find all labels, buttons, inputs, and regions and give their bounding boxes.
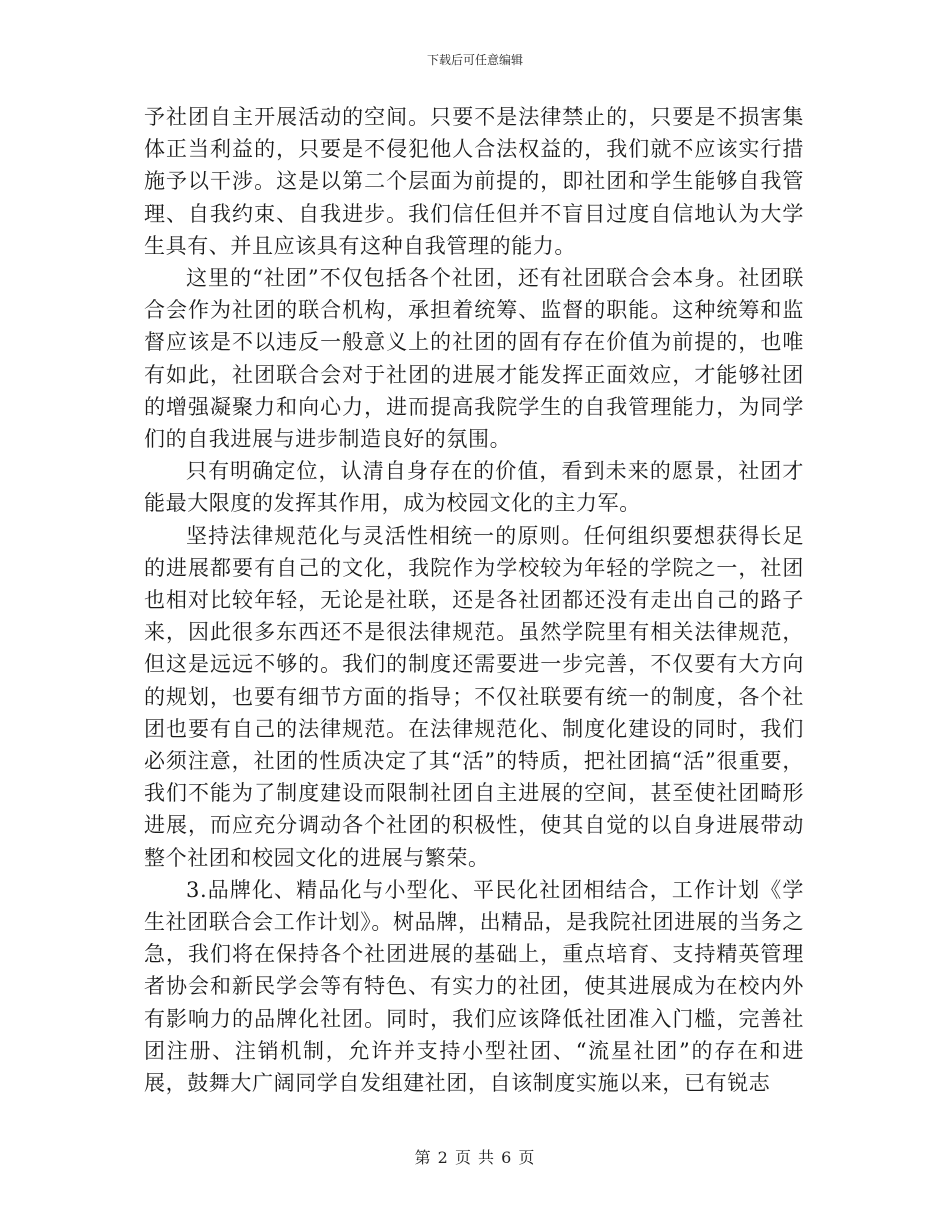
page-header: 下载后可任意编辑: [426, 53, 523, 67]
paragraph-3: 只有明确定位，认清自身存在的价值，看到未来的愿景，社团才能最大限度的发挥其作用，成为校园文化的主力军。: [144, 459, 804, 516]
document-body: [144, 101, 804, 1099]
paragraph-2: 这里的“社团”不仅包括各个社团，还有社团联合会本身。社团联合会作为社团的联合机构，承担着统筹、监督的职能。这种统筹和监督应该是不以违反一般意义上的社团的固有存在价值为前提的，也唯有如此，社团联合会对于社团的进展才能发挥正面效应，才能够社团的增强凝聚力和向心力，进而提高我院学生的自我管理能力，为同学们的自我进展与进步制造良好的氛围。: [144, 266, 804, 452]
paragraph-5: 3.品牌化、精品化与小型化、平民化社团相结合，工作计划《学生社团联合会工作计划》。树品牌，出精品，是我院社团进展的当务之急，我们将在保持各个社团进展的基础上，重点培育、支持精英管理者协会和新民学会等有特色、有实力的社团，使其进展成为在校内外有影响力的品牌化社团。同时，我们应该降低社团准入门槛，完善社团注册、注销机制，允许并支持小型社团、“流星社团”的存在和进展，鼓舞大广阔同学自发组建社团，自该制度实施以来，已有锐志: [144, 877, 804, 1096]
page-footer: 第 2 页 共 6 页: [414, 1148, 536, 1167]
paragraph-1: 予社团自主开展活动的空间。只要不是法律禁止的，只要是不损害集体正当利益的，只要是不侵犯他人合法权益的，我们就不应该实行措施予以干涉。这是以第二个层面为前提的，即社团和学生能够自我管理、自我约束、自我进步。我们信任但并不盲目过度自信地认为大学生具有、并且应该具有这种自我管理的能力。: [144, 105, 804, 258]
paragraph-4: 坚持法律规范化与灵活性相统一的原则。任何组织要想获得长足的进展都要有自己的文化，我院作为学校较为年轻的学院之一，社团也相对比较年轻，无论是社联，还是各社团都还没有走出自己的路子来，因此很多东西还不是很法律规范。虽然学院里有相关法律规范，但这是远远不够的。我们的制度还需要进一步完善，不仅要有大方向的规划，也要有细节方面的指导；不仅社联要有统一的制度，各个社团也要有自己的法律规范。在法律规范化、制度化建设的同时，我们必须注意，社团的性质决定了其“活”的特质，把社团搞“活”很重要，我们不能为了制度建设而限制社团自主进展的空间，甚至使社团畸形进展，而应充分调动各个社团的积极性，使其自觉的以自身进展带动整个社团和校园文化的进展与繁荣。: [144, 523, 804, 870]
